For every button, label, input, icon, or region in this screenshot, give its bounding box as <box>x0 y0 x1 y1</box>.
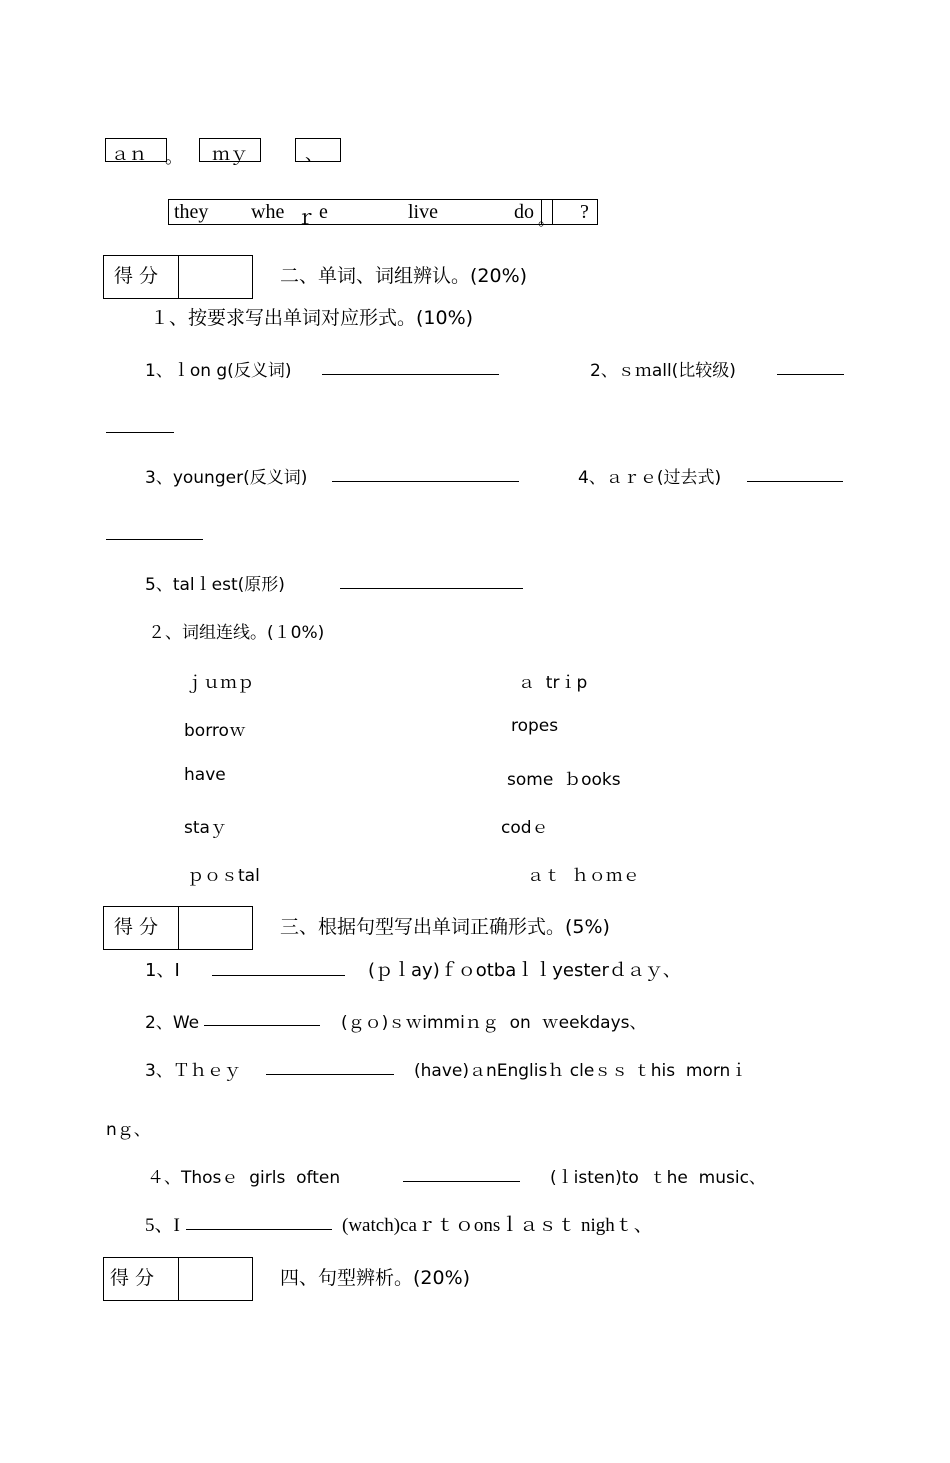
s3-item-2-prefix: 2、We <box>145 1013 200 1033</box>
answer-line-1[interactable] <box>322 374 499 375</box>
top-box-1-text: ａｎ <box>111 144 147 165</box>
top-mark-1: 。 <box>165 147 183 168</box>
question-3: 3、younger(反义词) <box>145 468 308 488</box>
s3-item-4-rest: (ｌisten)to ｔhe music、 <box>550 1168 766 1188</box>
section-2-title: 二、单词、词组辨认。(20%) <box>280 265 528 287</box>
match-left-3: have <box>184 765 226 785</box>
word-row-underline <box>213 224 543 225</box>
word-do: do <box>514 201 534 223</box>
word-whe: whe <box>251 201 285 223</box>
match-right-1: ａ trｉp <box>518 673 588 693</box>
s3-item-3-prefix: 3、Ｔｈｅｙ <box>145 1061 241 1081</box>
word-question: ? <box>580 201 589 223</box>
s3-item-1-rest: (ｐｌay)ｆｏotbaｌｌyesterｄａｙ、 <box>368 960 681 981</box>
s3-item-5-rest: (watch)caｒｔｏonsｌａｓｔ nighｔ、 <box>342 1215 653 1236</box>
score-box-2-divider <box>178 255 179 299</box>
answer-line-4a[interactable] <box>747 481 843 482</box>
s3-blank-4[interactable] <box>403 1181 520 1182</box>
score-label-4: 得 分 <box>110 1267 155 1289</box>
s3-item-3-cont: nｇ、 <box>106 1120 151 1140</box>
s3-item-3-rest: (have)ａnEnglisｈ cleｓｓ ｔhis mornｉ <box>414 1061 748 1081</box>
answer-line-4b[interactable] <box>106 539 203 540</box>
match-left-2: borroｗ <box>184 721 246 741</box>
s3-item-5-prefix: 5、I <box>145 1215 180 1236</box>
word-divider-2 <box>552 199 553 225</box>
s3-item-1-prefix: 1、I <box>145 960 180 981</box>
section-2-sub-1: １、按要求写出单词对应形式。(10%) <box>150 307 474 329</box>
score-box-4-divider <box>178 1257 179 1301</box>
s3-item-2-rest: (ｇｏ)ｓｗimmiｎｇ on ｗeekdays、 <box>341 1013 647 1033</box>
match-right-4: codｅ <box>501 818 549 838</box>
section-3-title: 三、根据句型写出单词正确形式。(5%) <box>280 916 610 938</box>
question-2: 2、ｓｍall(比较级) <box>590 361 736 381</box>
match-right-3: some ｂooks <box>507 770 621 790</box>
match-left-5: ｐｏｓtal <box>187 866 260 886</box>
match-right-2: ropes <box>511 716 559 736</box>
match-left-4: staｙ <box>184 818 227 838</box>
answer-line-5[interactable] <box>340 588 523 589</box>
word-live: live <box>408 201 438 223</box>
s3-blank-5[interactable] <box>186 1229 332 1230</box>
s3-blank-2[interactable] <box>204 1025 320 1026</box>
word-r: ｒ <box>296 205 316 229</box>
score-label-2: 得 分 <box>114 265 159 287</box>
section-2-sub-2: ２、词组连线。(１0%) <box>148 623 325 643</box>
s3-item-4-prefix: ４、Thosｅ girls often <box>147 1168 341 1188</box>
s3-blank-1[interactable] <box>212 975 345 976</box>
answer-line-3[interactable] <box>332 481 519 482</box>
word-divider-1 <box>541 199 542 225</box>
question-1: 1、ｌon g(反义词) <box>145 361 292 381</box>
section-4-title: 四、句型辨析。(20%) <box>280 1267 471 1289</box>
answer-line-2a[interactable] <box>777 374 844 375</box>
top-box-2-text: ｍｙ <box>212 144 248 165</box>
match-right-5: ａｔ ｈｏｍｅ <box>527 866 640 886</box>
top-box-3-text: 、 <box>305 144 323 165</box>
word-e: e <box>319 201 328 223</box>
score-box-3-divider <box>178 906 179 950</box>
match-left-1: ｊｕｍｐ <box>186 673 254 693</box>
question-5: 5、talｌest(原形) <box>145 575 285 595</box>
word-mark: 。 <box>538 210 555 230</box>
word-they: they <box>174 201 209 223</box>
answer-line-2b[interactable] <box>106 432 174 433</box>
score-label-3: 得 分 <box>114 916 159 938</box>
s3-blank-3[interactable] <box>266 1074 394 1075</box>
question-4: 4、ａｒｅ(过去式) <box>578 468 722 488</box>
